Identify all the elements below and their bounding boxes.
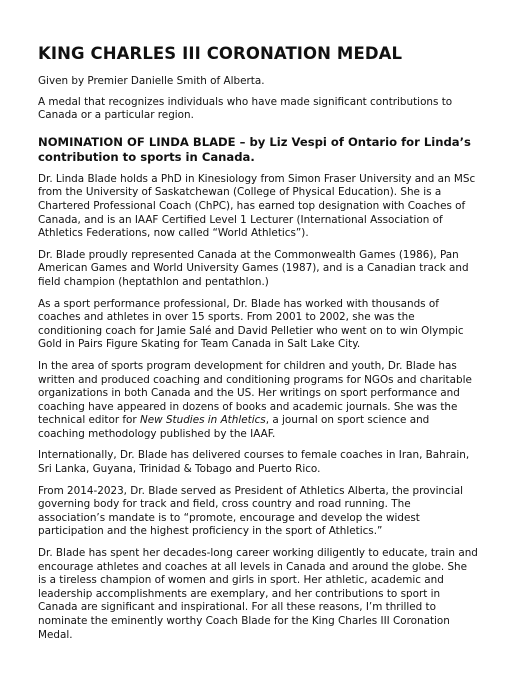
nomination-heading: NOMINATION OF LINDA BLADE – by Liz Vespi of Ontario for Linda’s contribution to sports in Canada. xyxy=(38,134,471,164)
paragraph-program-development-part1: In the area of sports program development for children and youth, Dr. Blade has written and produced coaching and conditioning programs for NGOs and charitable organizations in both Canada and the US. Her writings on sport performance and coaching have appeared in dozens of books and academic journals. She was the technical editor for xyxy=(38,359,472,427)
journal-title: New Studies in Athletics xyxy=(139,414,266,427)
medal-description: A medal that recognizes individuals who have made significant contributions to Canada or a particular region. xyxy=(38,95,453,122)
paragraph-athletics-alberta: From 2014-2023, Dr. Blade served as President of Athletics Alberta, the provincial governing body for track and field, cross country and road running. The association’s mandate is to “promote, encourage and develop the widest participation and the highest proficiency in the sport of Athletics.” xyxy=(38,484,463,538)
paragraph-international: Internationally, Dr. Blade has delivered courses to female coaches in Iran, Bahrain, Sri Lanka, Guyana, Trinidad & Tobago and Puerto Rico. xyxy=(38,449,470,476)
paragraph-program-development-part2: , a journal on sport science and coaching methodology published by the IAAF. xyxy=(38,414,430,440)
page-title: KING CHARLES III CORONATION MEDAL xyxy=(38,44,403,63)
paragraph-conclusion: Dr. Blade has spent her decades-long career working diligently to educate, train and encourage athletes and coaches at all levels in Canada and around the globe. She is a tireless champion of women and girls in sport. Her athletic, academic and leadership accomplishments are exemplary, and her contributions to sport in Canada are significant and inspirational. For all these reasons, I’m thrilled to nominate the eminently worthy Coach Blade for the King Charles III Coronation Medal. xyxy=(38,547,478,641)
given-by-line: Given by Premier Danielle Smith of Alberta. xyxy=(38,75,265,87)
paragraph-program-development xyxy=(38,360,478,442)
paragraph-education: Dr. Linda Blade holds a PhD in Kinesiology from Simon Fraser University and an MSc from the University of Saskatchewan (College of Physical Education). She is a Chartered Professional Coach (ChPC), has earned top designation with Coaches of Canada, and is an IAAF Certified Level 1 Lecturer (International Association of Athletics Federations, now called “World Athletics”). xyxy=(38,172,476,240)
paragraph-performance-professional: As a sport performance professional, Dr. Blade has worked with thousands of coaches and athletes in over 15 sports. From 2001 to 2002, she was the conditioning coach for Jamie Salé and David Pelletier who went on to win Olympic Gold in Pairs Figure Skating for Team Canada in Salt Lake City. xyxy=(38,297,464,351)
paragraph-athletic-career: Dr. Blade proudly represented Canada at the Commonwealth Games (1986), Pan American Games and World University Games (1987), and is a Canadian track and field champion (heptathlon and pentathlon.) xyxy=(38,248,469,288)
